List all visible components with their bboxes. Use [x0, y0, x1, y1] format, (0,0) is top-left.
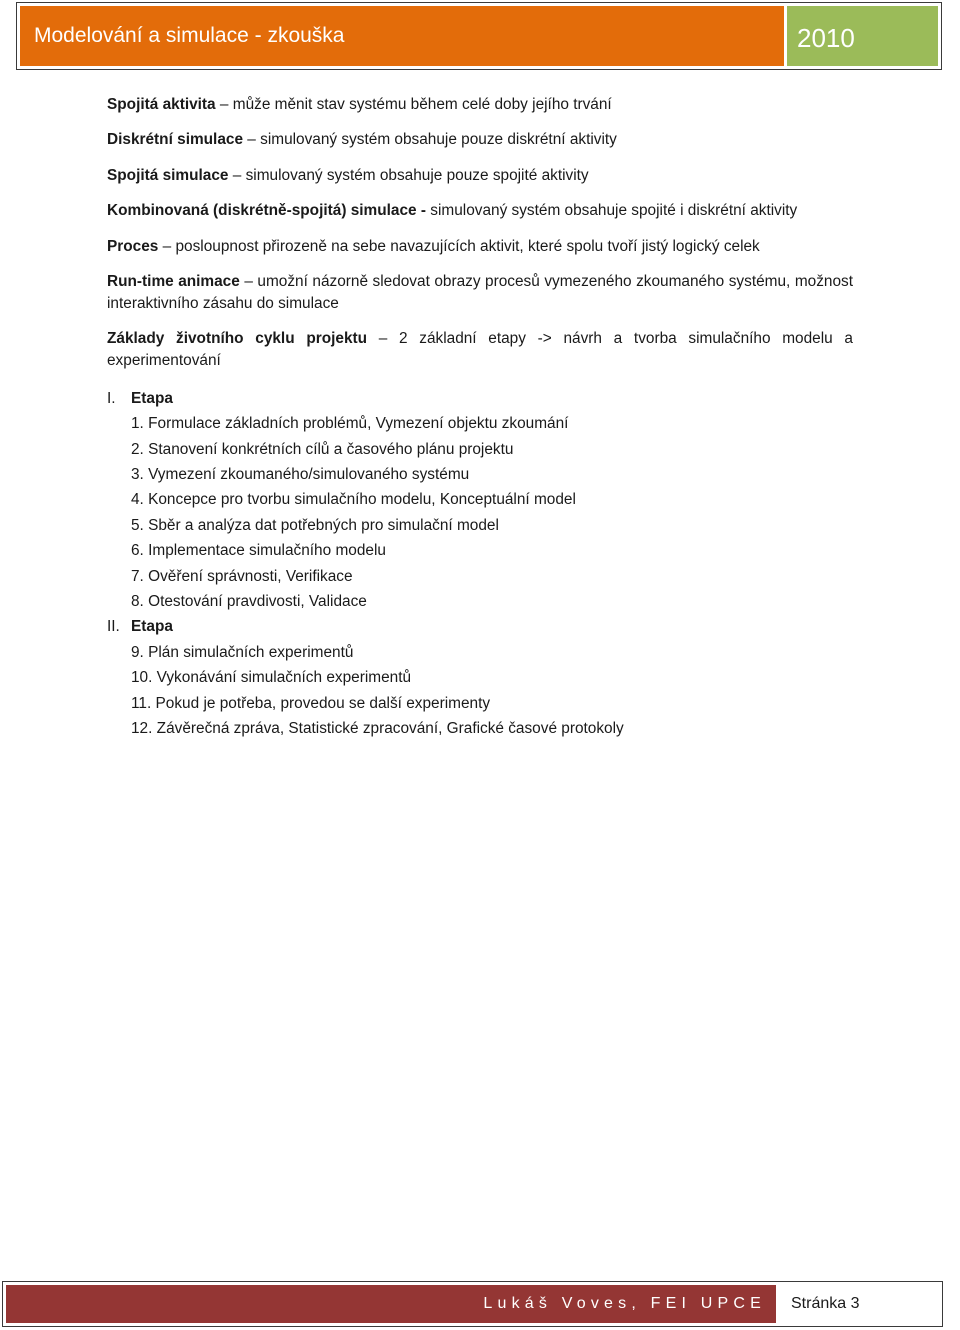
definition-paragraph: [107, 94, 853, 116]
list-item: 7. Ověření správnosti, Verifikace: [131, 567, 353, 585]
footer-author-box: [6, 1285, 776, 1323]
definition-paragraph: [107, 200, 853, 222]
list-item: 12. Závěrečná zpráva, Statistické zpracování, Grafické časové protokoly: [131, 720, 624, 738]
etapa-label: Etapa: [131, 618, 173, 636]
definition-text: posloupnost přirozeně na sebe navazujících aktivit, které spolu tvoří jistý logický celek: [175, 237, 760, 255]
etapa-number: II.: [107, 618, 120, 636]
definition-term: Kombinovaná (diskrétně-spojitá) simulace -: [107, 202, 426, 220]
definition-separator: –: [228, 166, 246, 184]
etapa-number: I.: [107, 389, 116, 407]
definition-term: Spojitá aktivita: [107, 96, 216, 113]
list-item: 8. Otestování pravdivosti, Validace: [131, 592, 367, 610]
etapa-heading: [107, 386, 853, 411]
document-title: Modelování a simulace - zkouška: [34, 24, 345, 47]
definition-paragraph: [107, 328, 853, 372]
etapa-label: Etapa: [131, 389, 173, 407]
definition-term: Základy životního cyklu projektu: [107, 330, 368, 348]
list-item: 1. Formulace základních problémů, Vymezení objektu zkoumání: [131, 415, 569, 433]
page-footer: [2, 1281, 943, 1327]
definition-paragraph: [107, 271, 853, 315]
document-body: [107, 94, 853, 741]
definition-separator: –: [215, 96, 233, 113]
definition-text: simulovaný systém obsahuje spojité i diskrétní aktivity: [430, 202, 798, 220]
definition-text: umožní názorně sledovat obrazy procesů vymezeného zkoumaného systému, možnost interaktivního zásahu do simulace: [107, 272, 853, 312]
document-year: 2010: [797, 23, 855, 53]
list-item: 3. Vymezení zkoumaného/simulovaného systému: [131, 465, 470, 483]
etapa-heading: [107, 614, 853, 639]
list-item: 10. Vykonávání simulačních experimentů: [131, 669, 412, 687]
list-item: 11. Pokud je potřeba, provedou se další experimenty: [131, 694, 491, 712]
definition-term: Spojitá simulace: [107, 166, 229, 184]
list-item: 6. Implementace simulačního modelu: [131, 542, 386, 560]
header-year-box: [787, 6, 938, 66]
list-item: 5. Sběr a analýza dat potřebných pro simulační model: [131, 516, 499, 534]
definition-text: může měnit stav systému během celé doby jejího trvání: [232, 96, 612, 113]
list-item: 2. Stanovení konkrétních cílů a časového plánu projektu: [131, 440, 514, 458]
definition-separator: –: [243, 131, 261, 149]
definition-term: Diskrétní simulace: [107, 131, 244, 149]
definition-text: simulovaný systém obsahuje pouze diskrétní aktivity: [260, 131, 617, 149]
definition-term: Proces: [107, 237, 159, 255]
definition-separator: –: [367, 330, 399, 348]
list-item: 9. Plán simulačních experimentů: [131, 643, 354, 661]
header-title-box: [20, 6, 784, 66]
definition-text: 2 základní etapy -> návrh a tvorba simulačního modelu a experimentování: [107, 330, 853, 370]
definition-paragraph: [107, 165, 853, 187]
definition-term: Run-time animace: [107, 272, 240, 290]
definition-paragraph: [107, 129, 853, 151]
definition-text: simulovaný systém obsahuje pouze spojité aktivity: [245, 166, 589, 184]
definition-separator: –: [239, 272, 258, 290]
definition-paragraph: [107, 236, 853, 258]
definition-separator: –: [158, 237, 176, 255]
page-header: [16, 2, 942, 70]
page-number: Stránka 3: [791, 1295, 860, 1312]
footer-author: Lukáš Voves, FEI UPCE: [483, 1295, 766, 1312]
list-item: 4. Koncepce pro tvorbu simulačního modelu, Konceptuální model: [131, 491, 576, 509]
